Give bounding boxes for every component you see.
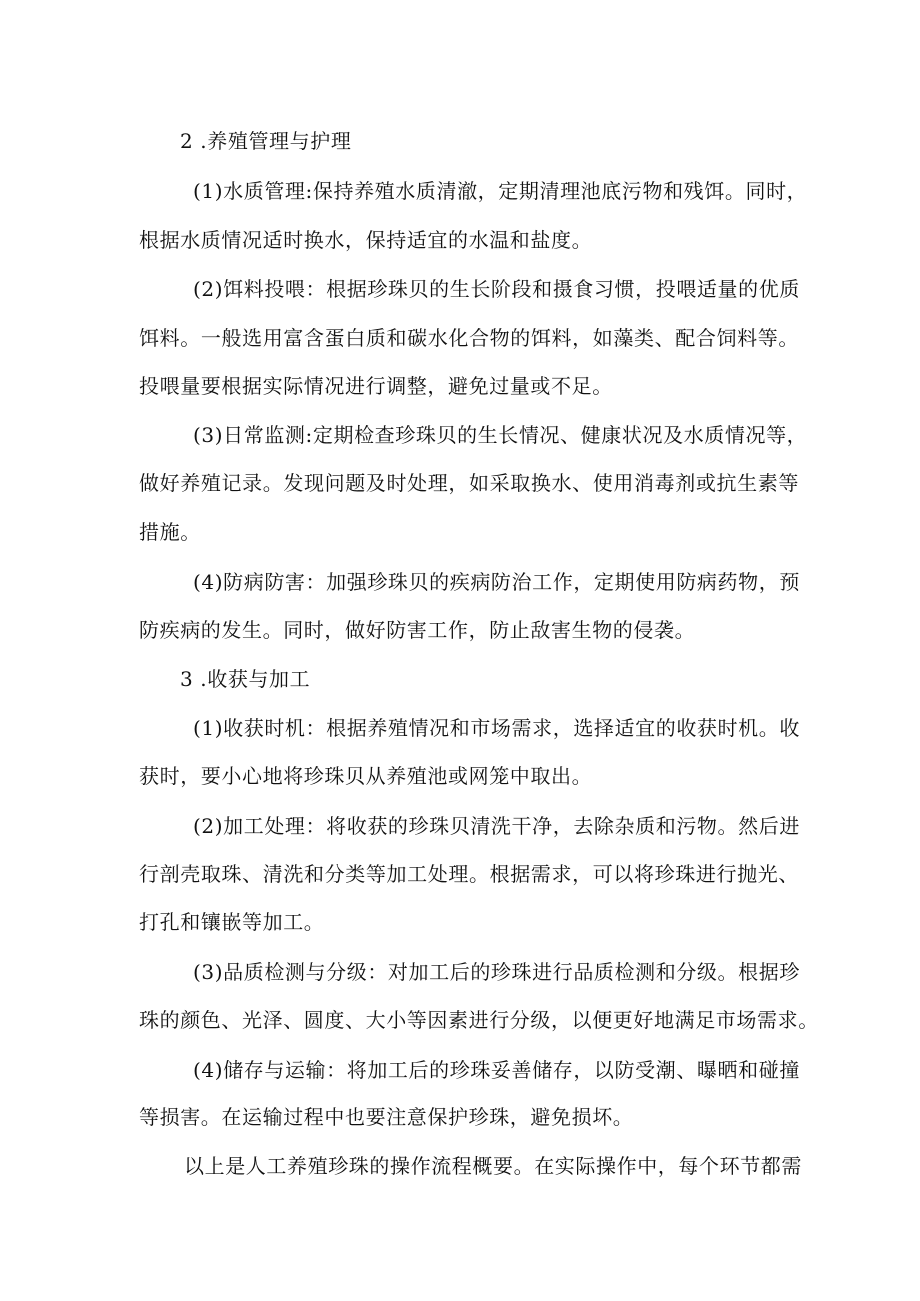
paragraph-line: (1)水质管理:保持养殖水质清澈，定期清理池底污物和残饵。同时， bbox=[193, 179, 808, 203]
paragraph-line: 珠的颜色、光泽、圆度、大小等因素进行分级，以便更好地满足市场需求。 bbox=[139, 1008, 819, 1032]
paragraph-line: (3)品质检测与分级：对加工后的珍珠进行品质检测和分级。根据珍 bbox=[193, 960, 800, 984]
paragraph-line: (4)防病防害：加强珍珠贝的疾病防治工作，定期使用防病药物，预 bbox=[193, 570, 800, 594]
summary-line: 以上是人工养殖珍珠的操作流程概要。在实际操作中，每个环节都需 bbox=[184, 1154, 802, 1178]
paragraph-line: 做好养殖记录。发现问题及时处理，如采取换水、使用消毒剂或抗生素等 bbox=[139, 471, 799, 495]
paragraph-line: (1)收获时机：根据养殖情况和市场需求，选择适宜的收获时机。收 bbox=[193, 716, 800, 740]
paragraph-line: 防疾病的发生。同时，做好防害工作，防止敌害生物的侵袭。 bbox=[139, 618, 696, 642]
paragraph-line: 等损害。在运输过程中也要注意保护珍珠，避免损坏。 bbox=[139, 1105, 634, 1129]
section-heading: 3 .收获与加工 bbox=[180, 667, 311, 691]
paragraph-line: (4)储存与运输：将加工后的珍珠妥善储存，以防受潮、曝晒和碰撞 bbox=[193, 1058, 800, 1082]
paragraph-line: 根据水质情况适时换水，保持适宜的水温和盐度。 bbox=[139, 228, 593, 252]
paragraph-line: 饵料。一般选用富含蛋白质和碳水化合物的饵料，如藻类、配合饲料等。 bbox=[139, 326, 799, 350]
paragraph-line: 获时，要小心地将珍珠贝从养殖池或网笼中取出。 bbox=[139, 764, 593, 788]
paragraph-line: (3)日常监测:定期检查珍珠贝的生长情况、健康状况及水质情况等， bbox=[193, 423, 808, 447]
paragraph-line: (2)饵料投喂：根据珍珠贝的生长阶段和摄食习惯，投喂适量的优质 bbox=[193, 277, 800, 301]
paragraph-line: 行剖壳取珠、清洗和分类等加工处理。根据需求，可以将珍珠进行抛光、 bbox=[139, 862, 799, 886]
section-heading: 2 .养殖管理与护理 bbox=[180, 129, 352, 153]
paragraph-line: 措施。 bbox=[139, 520, 201, 544]
paragraph-line: (2)加工处理：将收获的珍珠贝清洗干净，去除杂质和污物。然后进 bbox=[193, 814, 800, 838]
paragraph-line: 投喂量要根据实际情况进行调整，避免过量或不足。 bbox=[139, 374, 613, 398]
paragraph-line: 打孔和镶嵌等加工。 bbox=[139, 910, 325, 934]
